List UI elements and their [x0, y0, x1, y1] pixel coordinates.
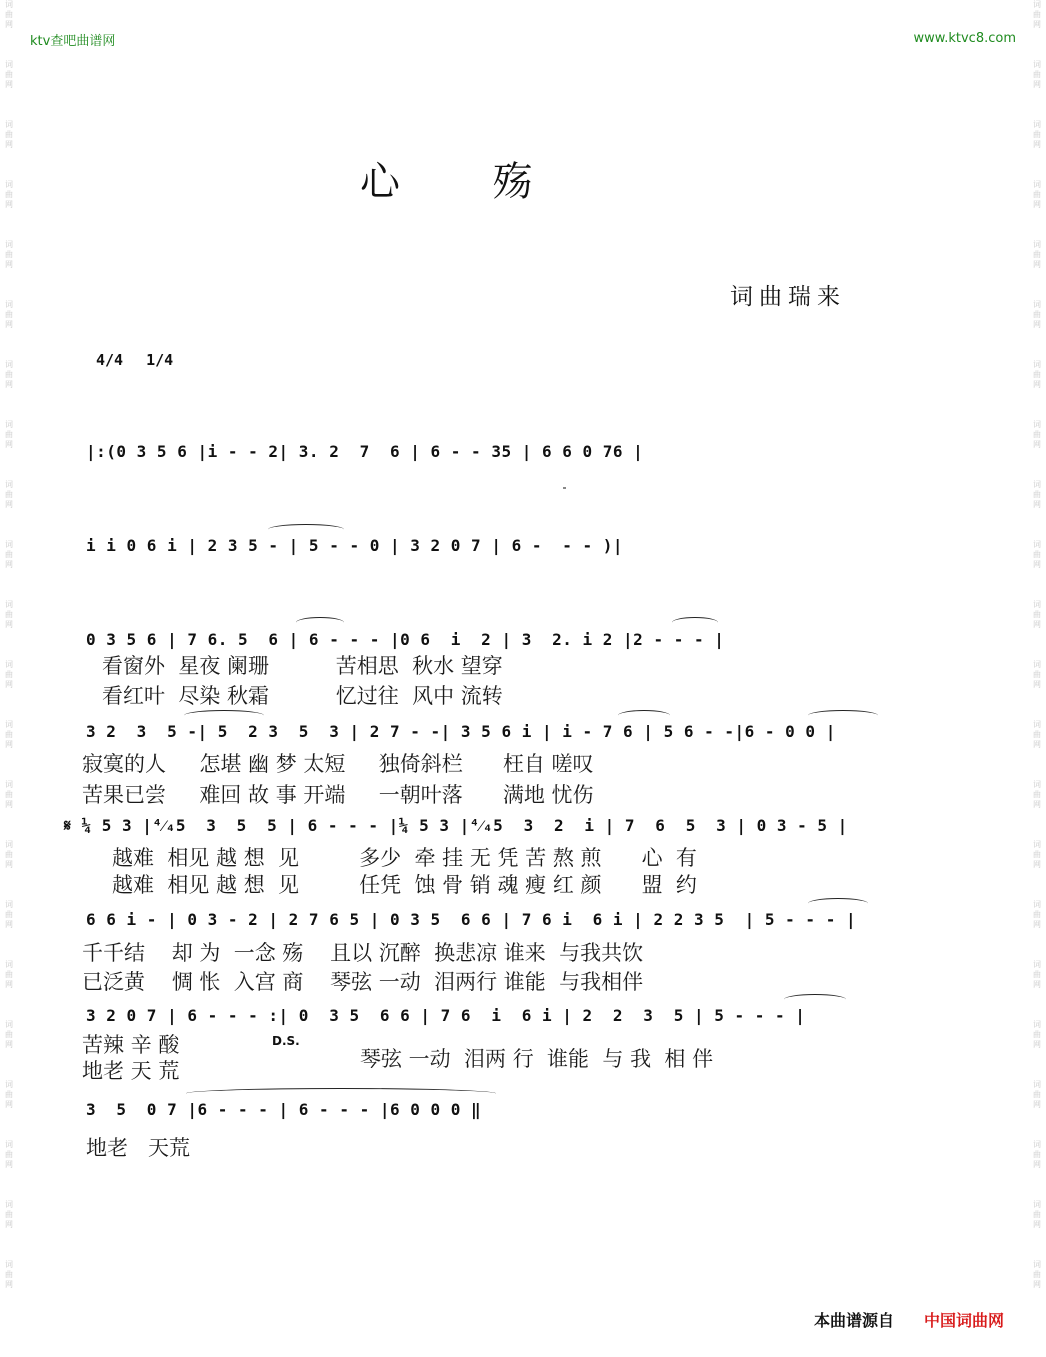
stray-mark	[563, 487, 566, 489]
right-watermark-text: 词曲网	[1033, 1200, 1041, 1229]
right-watermark-text: 词曲网	[1033, 660, 1041, 689]
left-watermark-text: 词曲网	[5, 1260, 13, 1289]
left-watermark-text: 词曲网	[5, 0, 13, 29]
left-watermark-text: 词曲网	[5, 420, 13, 449]
left-watermark-text: 词曲网	[5, 1020, 13, 1049]
song-title: 心 殇	[360, 159, 573, 205]
left-watermark-text: 词曲网	[5, 120, 13, 149]
right-watermark-text: 词曲网	[1033, 1260, 1041, 1289]
slur-mark	[808, 898, 868, 909]
lyric-line-7a: 苦辣 辛 酸	[82, 1033, 180, 1057]
right-watermark-text: 词曲网	[1033, 780, 1041, 809]
left-watermark-text: 词曲网	[5, 360, 13, 389]
left-watermark-text: 词曲网	[5, 660, 13, 689]
right-watermark-text: 词曲网	[1033, 840, 1041, 869]
slur-mark	[618, 710, 670, 721]
right-watermark-text: 词曲网	[1033, 960, 1041, 989]
lyric-line-3b: 看红叶 尽染 秋霜 忆过往 风中 流转	[102, 684, 503, 708]
notation-line-2: i i 0 6 i | 2 3 5 - | 5 - - 0 | 3 2 0 7 | 6 - - - )|	[86, 536, 624, 555]
left-watermark-text: 词曲网	[5, 480, 13, 509]
lyric-line-4b: 苦果已尝 难回 故 事 开端 一朝叶落 满地 忧伤	[82, 783, 594, 807]
left-watermark-text: 词曲网	[5, 60, 13, 89]
right-watermark-text: 词曲网	[1033, 0, 1041, 29]
left-watermark-text: 词曲网	[5, 180, 13, 209]
left-watermark-text: 词曲网	[5, 840, 13, 869]
lyric-line-8: 地老 天荒	[86, 1136, 191, 1160]
notation-line-6: 6 6 i - | 0 3 - 2 | 2 7 6 5 | 0 3 5 6 6 | 7 6 i 6 i | 2 2 3 5 | 5 - - - |	[86, 910, 857, 929]
right-watermark-text: 词曲网	[1033, 420, 1041, 449]
notation-line-5: 𝄋 ¼ 5 3 |⁴⁄₄5 3 5 5 | 6 - - - |¼ 5 3 |⁴⁄₄5 3 2 i | 7 6 5 3 | 0 3 - 5 |	[64, 816, 848, 835]
slur-mark	[268, 524, 344, 535]
notation-line-4: 3 2 3 5 -| 5 2 3 5 3 | 2 7 - -| 3 5 6 i | i - 7 6 | 5 6 - -|6 - 0 0 |	[86, 722, 836, 741]
slur-mark	[184, 710, 264, 721]
top-left-site-link[interactable]: ktv查吧曲谱网	[30, 34, 116, 49]
lyric-line-5a: 越难 相见 越 想 见 多少 牵 挂 无 凭 苦 熬 煎 心 有	[112, 846, 697, 870]
left-watermark-text: 词曲网	[5, 900, 13, 929]
footer-source-label: 本曲谱源自	[814, 1311, 895, 1330]
right-watermark-text: 词曲网	[1033, 540, 1041, 569]
left-watermark-text: 词曲网	[5, 300, 13, 329]
lyric-line-5b: 越难 相见 越 想 见 任凭 蚀 骨 销 魂 瘦 红 颜 盟 约	[112, 873, 697, 897]
left-watermark-text: 词曲网	[5, 1140, 13, 1169]
dal-segno-mark: D.S.	[272, 1034, 300, 1048]
left-watermark-text: 词曲网	[5, 780, 13, 809]
right-watermark-text: 词曲网	[1033, 1020, 1041, 1049]
right-watermark-text: 词曲网	[1033, 1140, 1041, 1169]
left-watermark-text: 词曲网	[5, 240, 13, 269]
left-watermark-text: 词曲网	[5, 600, 13, 629]
slur-mark	[808, 710, 878, 721]
right-watermark-text: 词曲网	[1033, 360, 1041, 389]
slur-mark	[784, 994, 846, 1005]
slur-mark	[296, 617, 344, 628]
left-watermark-strip	[2, 0, 16, 1357]
right-watermark-text: 词曲网	[1033, 120, 1041, 149]
time-signature: 4/4 1/4	[96, 351, 174, 369]
left-watermark-text: 词曲网	[5, 540, 13, 569]
top-right-site-link[interactable]: www.ktvc8.com	[913, 31, 1016, 46]
left-watermark-text: 词曲网	[5, 1200, 13, 1229]
tie-mark	[186, 1088, 496, 1099]
right-watermark-text: 词曲网	[1033, 300, 1041, 329]
notation-line-3: 0 3 5 6 | 7 6. 5 6 | 6 - - - |0 6 i 2 | 3 2. i 2 |2 - - - |	[86, 630, 725, 649]
left-watermark-text: 词曲网	[5, 1080, 13, 1109]
song-credit: 词曲瑞来	[730, 284, 846, 310]
right-watermark-text: 词曲网	[1033, 60, 1041, 89]
lyric-line-6b: 已泛黄 惆 怅 入宫 商 琴弦 一动 泪两行 谁能 与我相伴	[82, 970, 644, 994]
lyric-line-3a: 看窗外 星夜 阑珊 苦相思 秋水 望穿	[102, 654, 503, 678]
notation-line-1: |:(0 3 5 6 |i - - 2| 3. 2 7 6 | 6 - - 35 | 6 6 0 76 |	[86, 442, 644, 461]
right-watermark-text: 词曲网	[1033, 240, 1041, 269]
right-watermark-text: 词曲网	[1033, 480, 1041, 509]
right-watermark-strip	[1030, 0, 1044, 1357]
right-watermark-text: 词曲网	[1033, 720, 1041, 749]
right-watermark-text: 词曲网	[1033, 900, 1041, 929]
lyric-line-6a: 千千结 却 为 一念 殇 且以 沉醉 换悲凉 谁来 与我共饮	[82, 941, 644, 965]
right-watermark-text: 词曲网	[1033, 600, 1041, 629]
lyric-line-7c: 琴弦 一动 泪两 行 谁能 与 我 相 伴	[360, 1047, 714, 1071]
lyric-line-7b: 地老 天 荒	[82, 1059, 180, 1083]
right-watermark-text: 词曲网	[1033, 1080, 1041, 1109]
slur-mark	[672, 617, 718, 628]
notation-line-8: 3 5 0 7 |6 - - - | 6 - - - |6 0 0 0 ‖	[86, 1100, 482, 1119]
left-watermark-text: 词曲网	[5, 720, 13, 749]
lyric-line-4a: 寂寞的人 怎堪 幽 梦 太短 独倚斜栏 枉自 嗟叹	[82, 752, 594, 776]
right-watermark-text: 词曲网	[1033, 180, 1041, 209]
footer-site-link[interactable]: 中国词曲网	[924, 1311, 1005, 1330]
left-watermark-text: 词曲网	[5, 960, 13, 989]
notation-line-7: 3 2 0 7 | 6 - - - :| 0 3 5 6 6 | 7 6 i 6 i | 2 2 3 5 | 5 - - - |	[86, 1006, 806, 1025]
